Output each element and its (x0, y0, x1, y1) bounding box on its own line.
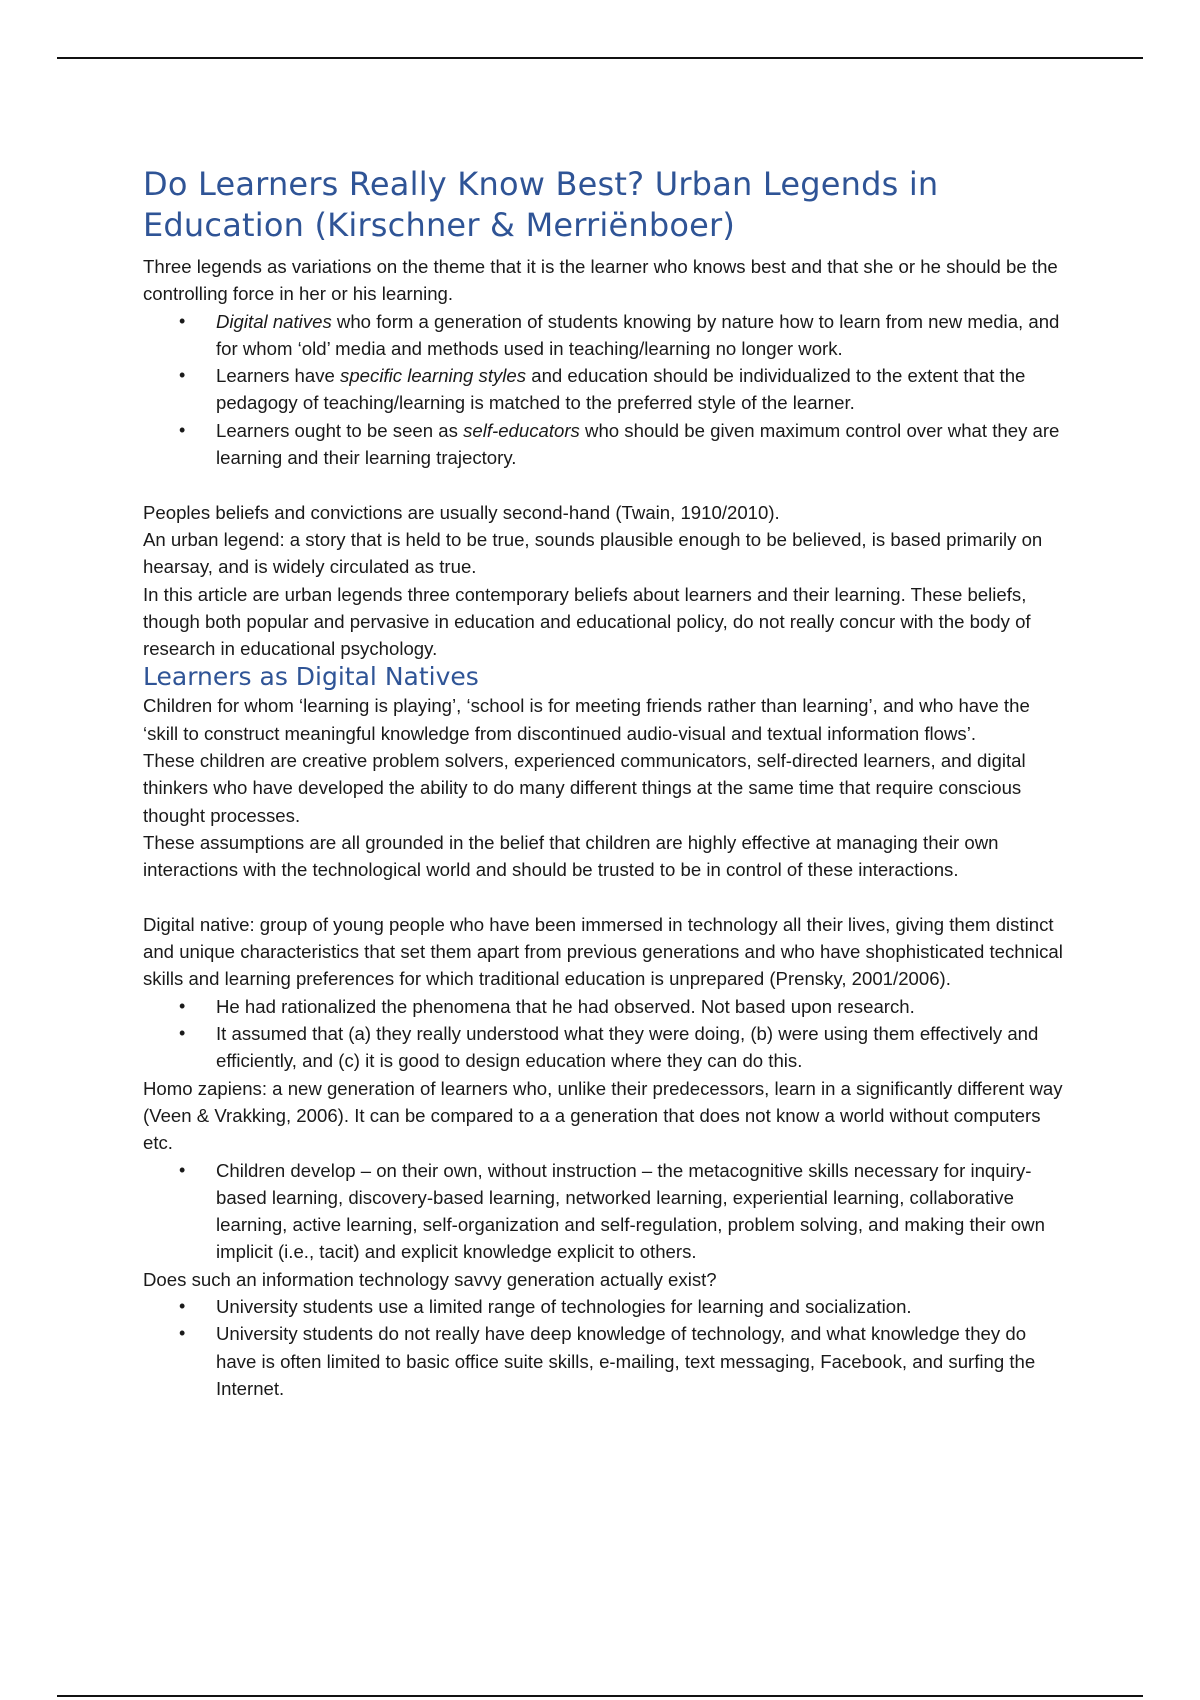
document-title: Do Learners Really Know Best? Urban Legends in Education (Kirschner & Merriënboer) (143, 165, 939, 244)
answer-list (143, 1293, 1068, 1402)
article-paragraph: In this article are urban legends three contemporary beliefs about learners and their learning. These beliefs, though both popular and pervasive in education and educational policy, do not really concur with the body of research in educational psychology. (143, 583, 1031, 660)
list-item: • It assumed that (a) they really understood what they were doing, (b) were using them effectively and efficiently, and (c) it is good to design education where they can do this. (143, 1020, 1068, 1075)
section-heading: Learners as Digital Natives (143, 662, 479, 692)
legends-list (143, 308, 1068, 472)
list-item: • Children develop – on their own, without instruction – the metacognitive skills necessary for inquiry-based learning, discovery-based learning, networked learning, experiential learning, collaborative learning, active learning, self-organization and self-regulation, problem solving, and making their own implicit (i.e., tacit) and explicit knowledge explicit to others. (143, 1157, 1068, 1266)
intro-paragraph: Three legends as variations on the theme that it is the learner who knows best and that she or he should be the controlling force in her or his learning. (143, 256, 1058, 305)
beliefs-paragraph: Peoples beliefs and convictions are usually second-hand (Twain, 1910/2010). (143, 501, 780, 523)
header-rule (57, 57, 1143, 59)
homo-zapiens-paragraph: Homo zapiens: a new generation of learners who, unlike their predecessors, learn in a significantly different way (Veen & Vrakking, 2006). It can be compared to a a generation that does not know a world without computers etc. (143, 1077, 1063, 1154)
prensky-list (143, 993, 1068, 1075)
footer-rule (57, 1695, 1143, 1697)
creative-paragraph: These children are creative problem solvers, experienced communicators, self-directed learners, and digital thinkers who have developed the ability to do many different things at the same time that require conscious thought processes. (143, 750, 1026, 826)
document-page (143, 164, 1068, 1402)
urban-legend-paragraph: An urban legend: a story that is held to be true, sounds plausible enough to be believed, is based primarily on hearsay, and is widely circulated as true. (143, 528, 1043, 578)
zapiens-list (143, 1157, 1068, 1266)
list-item: • Learners have specific learning styles and education should be individualized to the extent that the pedagogy of teaching/learning is matched to the preferred style of the learner. (143, 362, 1068, 417)
list-item: • He had rationalized the phenomena that he had observed. Not based upon research. (143, 993, 1068, 1020)
list-item: • Learners ought to be seen as self-educators who should be given maximum control over what they are learning and their learning trajectory. (143, 417, 1068, 472)
spacer (143, 884, 1068, 911)
list-item: • University students do not really have deep knowledge of technology, and what knowledge they do have is often limited to basic office suite skills, e-mailing, text messaging, Facebook, and surfing the Internet. (143, 1320, 1068, 1402)
digital-native-paragraph: Digital native: group of young people who have been immersed in technology all their lives, giving them distinct and unique characteristics that set them apart from previous generations and who have shophisticated technical skills and learning preferences for which traditional education is unprepared (Prensky, 2001/2006). (143, 913, 1063, 990)
assumptions-paragraph: These assumptions are all grounded in the belief that children are highly effective at managing their own interactions with the technological world and should be trusted to be in control of these interactions. (143, 831, 999, 881)
spacer (143, 471, 1068, 498)
list-item: • University students use a limited range of technologies for learning and socialization. (143, 1293, 1068, 1320)
list-item: • Digital natives who form a generation of students knowing by nature how to learn from new media, and for whom ‘old’ media and methods used in teaching/learning no longer work. (143, 308, 1068, 363)
children-paragraph: Children for whom ‘learning is playing’, ‘school is for meeting friends rather than learning’, and who have the ‘skill to construct meaningful knowledge from discontinued audio-visual and textual information flows’. (143, 695, 1030, 744)
question-paragraph: Does such an information technology savvy generation actually exist? (143, 1268, 717, 1290)
